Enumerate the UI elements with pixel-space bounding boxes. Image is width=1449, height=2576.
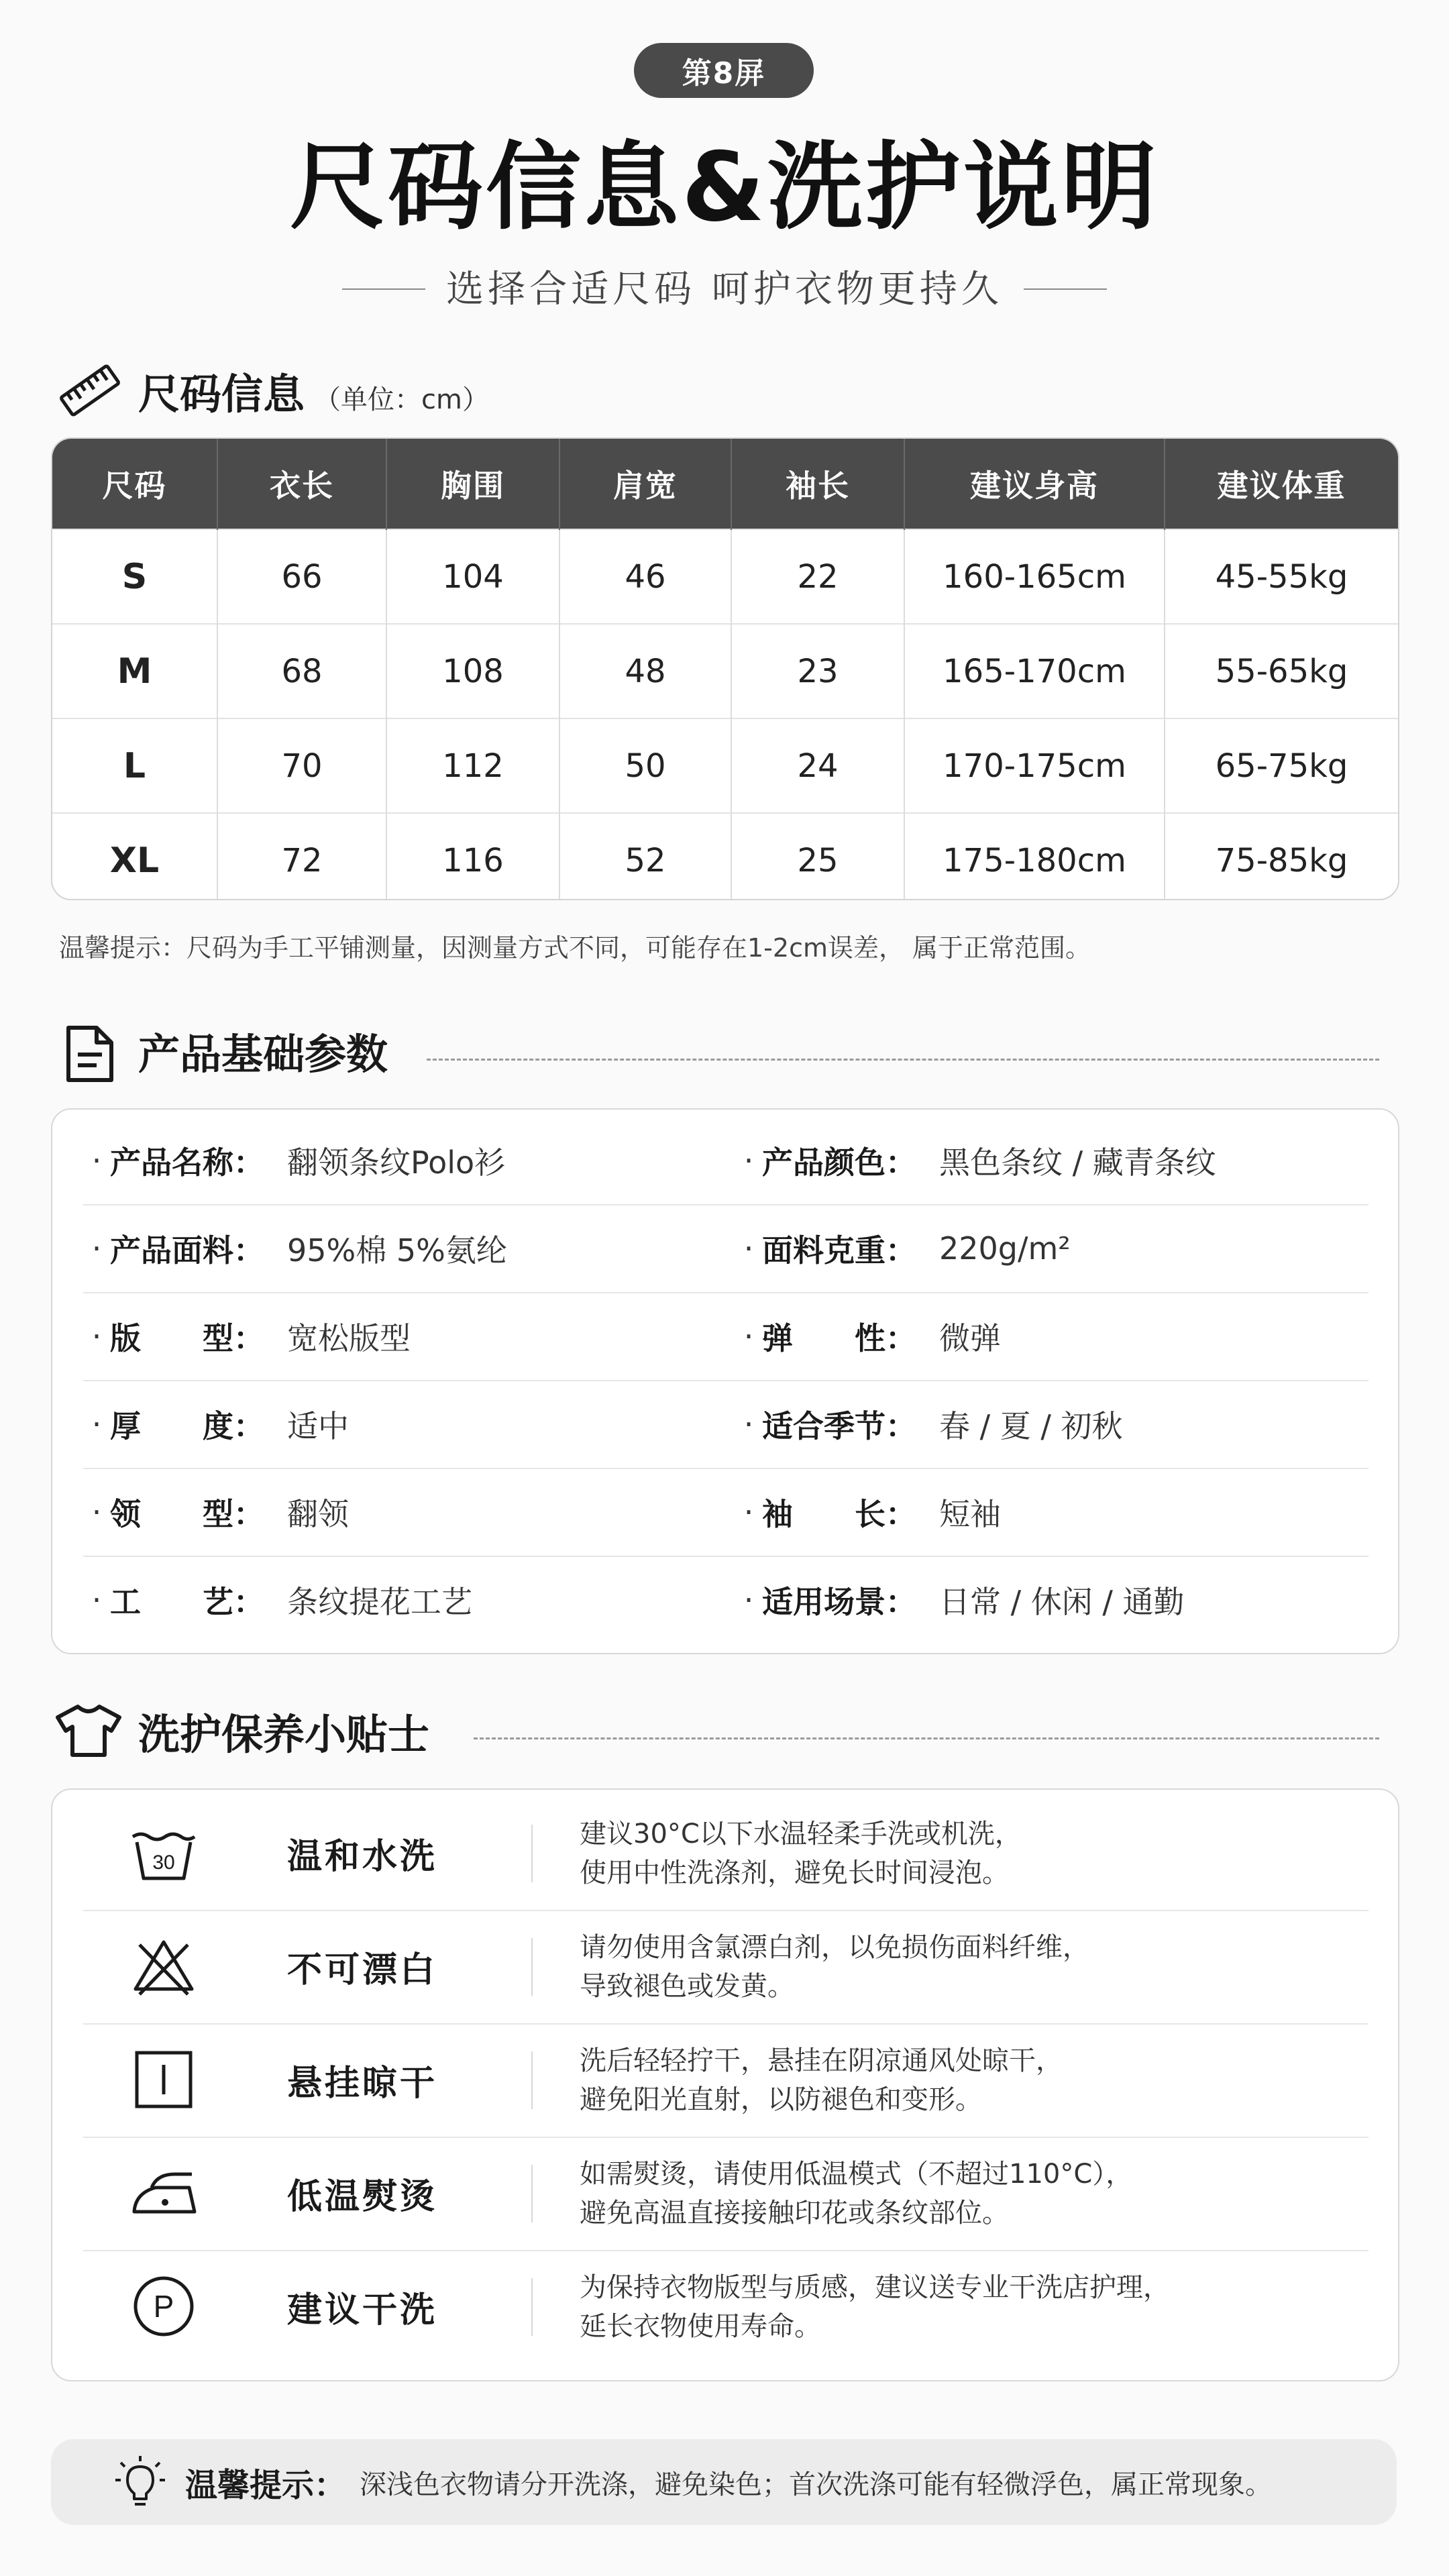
param-value: 春 / 夏 / 初秋 (939, 1407, 1123, 1444)
care-divider (531, 1825, 533, 1882)
column-header: 衣长 (217, 439, 386, 529)
table-row (52, 813, 1398, 900)
bullet-dot: · (743, 1318, 754, 1354)
param-label: 厚 度： (110, 1407, 264, 1444)
care-title-divider (474, 1737, 1379, 1739)
table-cell: 112 (386, 718, 559, 813)
care-item (83, 2137, 1368, 2251)
care-desc-line: 洗后轻轻拧干，悬挂在阴凉通风处晾干， (580, 2045, 1063, 2076)
table-cell: 50 (559, 718, 731, 813)
param-label: 适合季节： (762, 1407, 916, 1444)
size-unit-label: （单位：cm） (314, 384, 489, 415)
param-row (83, 1292, 1368, 1381)
column-header: 胸围 (386, 439, 559, 529)
bullet-dot: · (743, 1493, 754, 1530)
care-item (83, 1910, 1368, 2025)
care-description (580, 2250, 1170, 2363)
bullet-dot: · (743, 1405, 754, 1442)
table-cell: 165-170cm (904, 624, 1165, 718)
table-cell: 68 (217, 624, 386, 718)
size-cell: L (52, 718, 217, 813)
table-cell: 160-165cm (904, 529, 1165, 624)
wash-temp-text: 30 (152, 1851, 175, 1874)
param-label: 产品颜色： (762, 1144, 916, 1181)
low-iron-icon (127, 2157, 200, 2229)
bullet-dot: · (91, 1142, 102, 1179)
care-desc-line: 建议30°C以下水温轻柔手洗或机洗， (580, 1818, 1022, 1849)
param-row (83, 1556, 1368, 1644)
size-table (51, 437, 1399, 900)
params-section-title: 产品基础参数 (138, 1030, 388, 1079)
table-cell: 45-55kg (1165, 529, 1398, 624)
size-cell: M (52, 624, 217, 718)
care-title: 悬挂晾干 (287, 2063, 438, 2104)
table-cell: 72 (217, 813, 386, 900)
table-cell: 170-175cm (904, 718, 1165, 813)
param-value: 翻领 (287, 1495, 349, 1532)
care-item (83, 1796, 1368, 1911)
table-cell: 52 (559, 813, 731, 900)
bullet-dot: · (743, 1581, 754, 1618)
column-header: 肩宽 (559, 439, 731, 529)
care-desc-line: 避免高温直接接触印花或条纹部位。 (580, 2197, 1009, 2229)
care-desc-line: 避免阳光直射，以防褪色和变形。 (580, 2084, 982, 2115)
table-cell: 22 (731, 529, 904, 624)
care-description (580, 2137, 1132, 2250)
param-label: 面料克重： (762, 1232, 916, 1269)
size-measure-tip: 温馨提示：尺码为手工平铺测量，因测量方式不同，可能存在1-2cm误差， 属于正常范围。 (59, 933, 1091, 963)
bottom-tip-text: 深浅色衣物请分开洗涤，避免染色；首次洗涤可能有轻微浮色，属正常现象。 (360, 2469, 1273, 2500)
table-cell: 116 (386, 813, 559, 900)
care-section-title: 洗护保养小贴士 (138, 1710, 430, 1759)
column-header: 建议体重 (1165, 439, 1398, 529)
dry-clean-letter: P (153, 2289, 174, 2324)
size-cell: S (52, 529, 217, 624)
param-value: 适中 (287, 1407, 349, 1444)
table-cell: 55-65kg (1165, 624, 1398, 718)
bullet-dot: · (91, 1493, 102, 1530)
param-value: 宽松版型 (287, 1320, 411, 1356)
care-title: 建议干洗 (287, 2290, 438, 2330)
care-divider (531, 2165, 533, 2222)
care-desc-line: 请勿使用含氯漂白剂，以免损伤面料纤维， (580, 1931, 1089, 1963)
care-desc-line: 为保持衣物版型与质感，建议送专业干洗店护理， (580, 2271, 1170, 2303)
bullet-dot: · (91, 1318, 102, 1354)
table-cell: 66 (217, 529, 386, 624)
table-cell: 175-180cm (904, 813, 1165, 900)
size-section-title (138, 368, 489, 427)
care-card (51, 1788, 1399, 2381)
column-header: 尺码 (52, 439, 217, 529)
table-cell: 48 (559, 624, 731, 718)
param-value: 翻领条纹Polo衫 (287, 1144, 506, 1181)
lightbulb-icon (114, 2453, 166, 2511)
params-card (51, 1108, 1399, 1654)
param-label: 弹 性： (762, 1320, 916, 1356)
param-value: 微弹 (939, 1320, 1001, 1356)
bottom-tip-banner (51, 2439, 1397, 2525)
wash-30-icon (127, 1817, 200, 1889)
care-desc-line: 导致褪色或发黄。 (580, 1970, 794, 2002)
size-cell: XL (52, 813, 217, 900)
bullet-dot: · (91, 1581, 102, 1618)
table-row (52, 718, 1398, 813)
column-header: 建议身高 (904, 439, 1165, 529)
table-row (52, 624, 1398, 718)
size-section-title-text: 尺码信息 (138, 370, 305, 419)
table-cell: 24 (731, 718, 904, 813)
param-row (83, 1468, 1368, 1557)
bullet-dot: · (743, 1230, 754, 1267)
tshirt-icon (54, 1703, 123, 1759)
table-cell: 46 (559, 529, 731, 624)
table-row (52, 529, 1398, 624)
column-header: 袖长 (731, 439, 904, 529)
care-description (580, 1910, 1089, 2023)
table-cell: 70 (217, 718, 386, 813)
subtitle-right-divider (1024, 288, 1107, 290)
document-icon (63, 1024, 117, 1084)
param-label: 袖 长： (762, 1495, 916, 1532)
table-cell: 65-75kg (1165, 718, 1398, 813)
table-cell: 23 (731, 624, 904, 718)
care-title: 温和水洗 (287, 1837, 438, 1877)
bullet-dot: · (91, 1230, 102, 1267)
page-subtitle: 选择合适尺码 呵护衣物更持久 (446, 268, 1003, 311)
param-value: 短袖 (939, 1495, 1001, 1532)
care-title: 不可漂白 (287, 1950, 438, 1990)
param-value: 黑色条纹 / 藏青条纹 (939, 1144, 1216, 1181)
param-row (83, 1116, 1368, 1205)
param-value: 95%棉 5%氨纶 (287, 1232, 507, 1269)
care-divider (531, 2278, 533, 2336)
table-cell: 104 (386, 529, 559, 624)
dry-clean-icon (127, 2270, 200, 2343)
param-value: 220g/m² (939, 1230, 1071, 1267)
table-cell: 25 (731, 813, 904, 900)
care-description (580, 2023, 1063, 2137)
param-value: 日常 / 休闲 / 通勤 (939, 1583, 1185, 1620)
care-description (580, 1796, 1022, 1910)
bottom-tip-label: 温馨提示： (185, 2466, 347, 2504)
bullet-dot: · (743, 1142, 754, 1179)
table-cell: 108 (386, 624, 559, 718)
care-item (83, 2023, 1368, 2138)
hang-dry-icon (127, 2043, 200, 2116)
param-label: 产品面料： (110, 1232, 264, 1269)
param-label: 领 型： (110, 1495, 264, 1532)
no-bleach-icon (127, 1930, 200, 2002)
param-label: 产品名称： (110, 1144, 264, 1181)
param-row (83, 1380, 1368, 1469)
param-row (83, 1204, 1368, 1293)
page-badge: 第8屏 (634, 43, 814, 98)
param-value: 条纹提花工艺 (287, 1583, 472, 1620)
care-divider (531, 1938, 533, 1996)
care-divider (531, 2051, 533, 2109)
care-desc-line: 延长衣物使用寿命。 (580, 2310, 821, 2342)
page-title: 尺码信息&洗护说明 (290, 132, 1159, 243)
care-item (83, 2250, 1368, 2363)
bullet-dot: · (91, 1405, 102, 1442)
param-label: 适用场景： (762, 1583, 916, 1620)
care-title: 低温熨烫 (287, 2177, 438, 2217)
ruler-icon (59, 362, 121, 419)
param-label: 工 艺： (110, 1583, 264, 1620)
size-table-header (52, 439, 1398, 529)
param-label: 版 型： (110, 1320, 264, 1356)
care-desc-line: 使用中性洗涤剂，避免长时间浸泡。 (580, 1857, 1009, 1888)
params-title-divider (427, 1059, 1379, 1061)
care-desc-line: 如需熨烫，请使用低温模式（不超过110°C）， (580, 2158, 1133, 2190)
table-cell: 75-85kg (1165, 813, 1398, 900)
